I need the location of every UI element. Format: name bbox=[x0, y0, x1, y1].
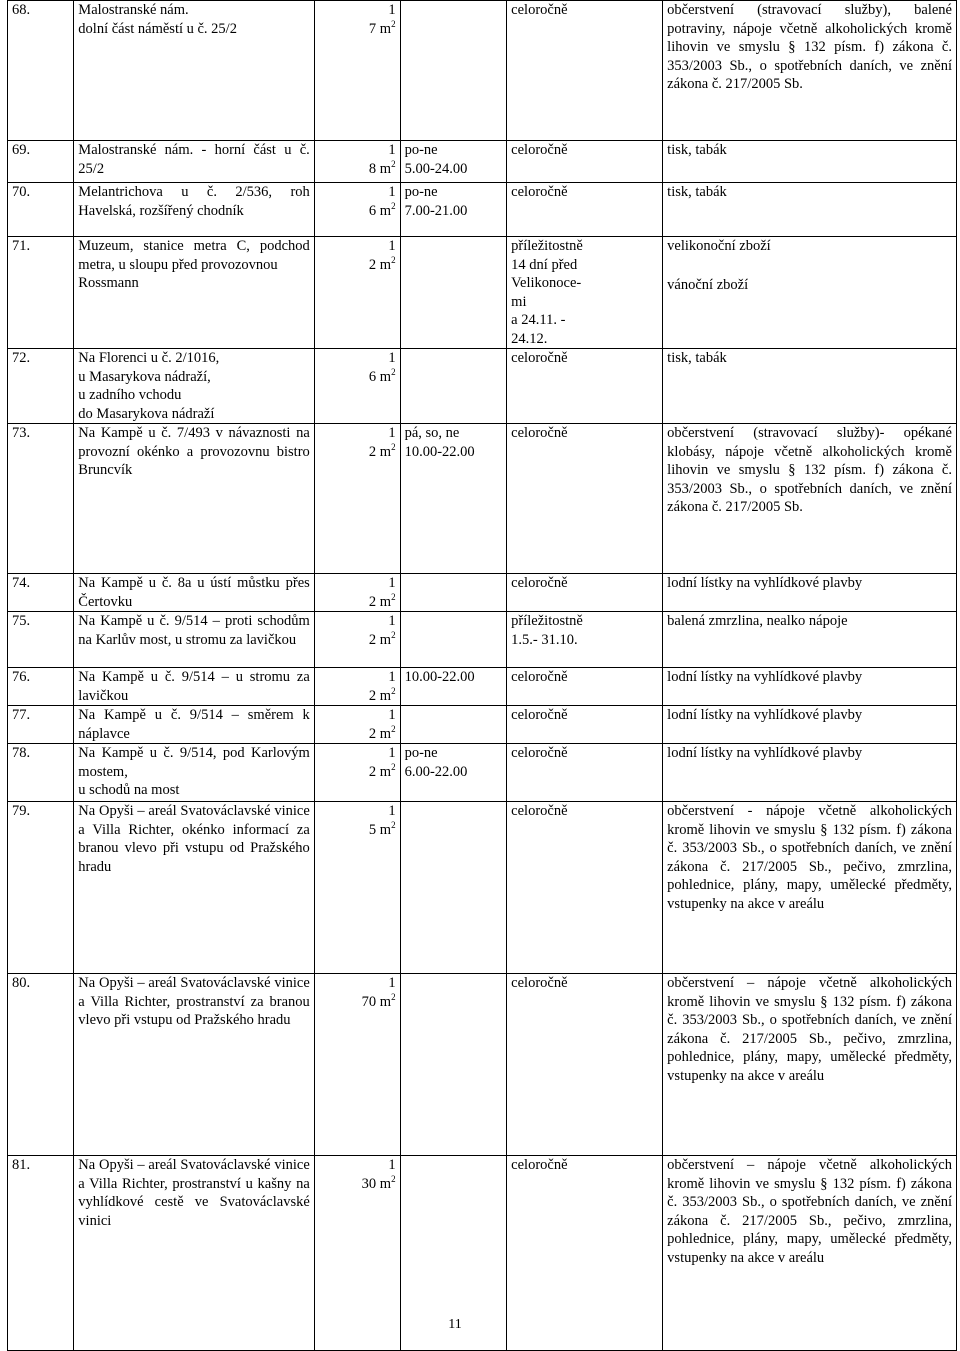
size-cell bbox=[314, 802, 400, 974]
register-table bbox=[7, 0, 957, 1351]
goods-cell bbox=[663, 141, 957, 183]
size-cell bbox=[314, 141, 400, 183]
location-cell: Na Kampě u č. 9/514 – směrem k náplavce bbox=[74, 706, 314, 744]
area-exponent: 2 bbox=[391, 441, 396, 452]
stall-count: 1 bbox=[388, 745, 396, 761]
row-number: 80. bbox=[8, 974, 74, 1156]
hours-cell: po-ne 7.00-21.00 bbox=[400, 183, 507, 237]
goods-text: občerstvení (stravovací služby)- opékané klobásy, nápoje včetně alkoholických kromě lihovin ve smyslu § 132 písm. f) zákona č. 353/2003 Sb., o spotřebních daních, ve znění zákona č. 217/2005 Sb. bbox=[667, 425, 952, 515]
table-row bbox=[8, 141, 957, 183]
location-cell: Na Opyši – areál Svatováclavské vinice a Villa Richter, prostranství u kašny na vyhlídkové cestě ve Svatováclavské vinici bbox=[74, 1156, 314, 1351]
hours-cell: 10.00-22.00 bbox=[400, 668, 507, 706]
area-exponent: 2 bbox=[391, 685, 396, 696]
goods-cell bbox=[663, 744, 957, 802]
hours-cell: po-ne 6.00-22.00 bbox=[400, 744, 507, 802]
period-cell: celoročně bbox=[507, 974, 663, 1156]
row-number: 75. bbox=[8, 612, 74, 668]
table-row bbox=[8, 183, 957, 237]
location-cell: Na Florenci u č. 2/1016, u Masarykova nádraží, u zadního vchodu do Masarykova nádraží bbox=[74, 349, 314, 424]
goods-text: lodní lístky na vyhlídkové plavby bbox=[667, 669, 863, 685]
row-number: 69. bbox=[8, 141, 74, 183]
hours-cell: po-ne 5.00-24.00 bbox=[400, 141, 507, 183]
row-number: 73. bbox=[8, 424, 74, 574]
hours-cell: pá, so, ne 10.00-22.00 bbox=[400, 424, 507, 574]
area-exponent: 2 bbox=[391, 366, 396, 377]
location-cell: Muzeum, stanice metra C, podchod metra, u sloupu před provozovnou Rossmann bbox=[74, 237, 314, 349]
goods-text: občerstvení – nápoje včetně alkoholických kromě lihovin ve smyslu § 132 písm. f) zákona č. 353/2003 Sb., o spotřebních daních, ve znění zákona č. 217/2005 Sb., pečivo, zmrzlina, pohlednice, plány, mapy, umělecké předměty, vstupenky na akce v areálu bbox=[667, 1157, 952, 1266]
goods-text: lodní lístky na vyhlídkové plavby bbox=[667, 707, 863, 723]
stall-count: 1 bbox=[388, 575, 396, 591]
table-row bbox=[8, 424, 957, 574]
table-row bbox=[8, 1, 957, 141]
row-number: 81. bbox=[8, 1156, 74, 1351]
stall-area: 5 $m^2$ bbox=[368, 819, 396, 838]
table-row bbox=[8, 574, 957, 612]
row-number: 78. bbox=[8, 744, 74, 802]
area-exponent: 2 bbox=[391, 761, 396, 772]
size-cell bbox=[314, 706, 400, 744]
period-cell: celoročně bbox=[507, 668, 663, 706]
row-number: 70. bbox=[8, 183, 74, 237]
period-cell: celoročně bbox=[507, 349, 663, 424]
stall-area: 2 $m^2$ bbox=[368, 629, 396, 648]
size-cell bbox=[314, 424, 400, 574]
stall-area: 2 $m^2$ bbox=[368, 723, 396, 742]
goods-cell bbox=[663, 424, 957, 574]
period-cell: celoročně bbox=[507, 574, 663, 612]
stall-count: 1 bbox=[388, 350, 396, 366]
size-cell bbox=[314, 574, 400, 612]
period-cell: celoročně bbox=[507, 424, 663, 574]
size-cell bbox=[314, 668, 400, 706]
row-number: 76. bbox=[8, 668, 74, 706]
period-cell: celoročně bbox=[507, 802, 663, 974]
area-exponent: 2 bbox=[391, 629, 396, 640]
table-row bbox=[8, 706, 957, 744]
location-cell: Na Opyši – areál Svatováclavské vinice a Villa Richter, prostranství za branou vlevo při vstupu od Pražského hradu bbox=[74, 974, 314, 1156]
period-cell: příležitostně 1.5.- 31.10. bbox=[507, 612, 663, 668]
area-exponent: 2 bbox=[391, 1173, 396, 1184]
stall-area: 70 $m^2$ bbox=[361, 991, 396, 1010]
size-cell bbox=[314, 612, 400, 668]
location-cell: Na Kampě u č. 7/493 v návaznosti na provozní okénko a provozovnu bistro Bruncvík bbox=[74, 424, 314, 574]
stall-area: 8 $m^2$ bbox=[368, 158, 396, 177]
row-number: 77. bbox=[8, 706, 74, 744]
goods-text: balená zmrzlina, nealko nápoje bbox=[667, 613, 848, 629]
goods-text: tisk, tabák bbox=[667, 142, 727, 158]
location-cell: Na Opyši – areál Svatováclavské vinice a Villa Richter, okénko informací za branou vlevo při vstupu od Pražského hradu bbox=[74, 802, 314, 974]
goods-text: občerstvení - nápoje včetně alkoholických kromě lihovin ve smyslu § 132 písm. f) zákona č. 353/2003 Sb., o spotřebních daních, ve znění zákona č. 217/2005 Sb., pečivo, zmrzlina, pohlednice, plány, mapy, umělecké předměty, vstupenky na akce v areálu bbox=[667, 803, 952, 912]
goods-text: lodní lístky na vyhlídkové plavby bbox=[667, 745, 863, 761]
hours-cell bbox=[400, 802, 507, 974]
area-exponent: 2 bbox=[391, 591, 396, 602]
stall-count: 1 bbox=[388, 184, 396, 200]
area-exponent: 2 bbox=[391, 158, 396, 169]
stall-count: 1 bbox=[388, 238, 396, 254]
table-row bbox=[8, 349, 957, 424]
stall-area: 2 $m^2$ bbox=[368, 591, 396, 610]
row-number: 71. bbox=[8, 237, 74, 349]
hours-cell bbox=[400, 349, 507, 424]
stall-count: 1 bbox=[388, 707, 396, 723]
goods-cell bbox=[663, 183, 957, 237]
table-row bbox=[8, 802, 957, 974]
row-number: 79. bbox=[8, 802, 74, 974]
size-cell bbox=[314, 183, 400, 237]
stall-area: 2 $m^2$ bbox=[368, 685, 396, 704]
hours-cell bbox=[400, 974, 507, 1156]
stall-area: 30 $m^2$ bbox=[361, 1173, 396, 1192]
stall-count: 1 bbox=[388, 613, 396, 629]
table-row bbox=[8, 974, 957, 1156]
hours-cell bbox=[400, 237, 507, 349]
location-cell: Na Kampě u č. 9/514 – u stromu za lavičkou bbox=[74, 668, 314, 706]
table-row bbox=[8, 612, 957, 668]
period-cell: celoročně bbox=[507, 183, 663, 237]
hours-cell bbox=[400, 574, 507, 612]
area-exponent: 2 bbox=[391, 819, 396, 830]
goods-text: tisk, tabák bbox=[667, 184, 727, 200]
size-cell bbox=[314, 1, 400, 141]
goods-text-secondary: vánoční zboží bbox=[667, 276, 749, 293]
location-cell: Melantrichova u č. 2/536, roh Havelská, rozšířený chodník bbox=[74, 183, 314, 237]
area-exponent: 2 bbox=[391, 991, 396, 1002]
goods-cell bbox=[663, 706, 957, 744]
stall-area: 6 $m^2$ bbox=[368, 200, 396, 219]
period-cell: celoročně bbox=[507, 1, 663, 141]
location-cell: Na Kampě u č. 9/514, pod Karlovým mostem, u schodů na most bbox=[74, 744, 314, 802]
period-cell: celoročně bbox=[507, 1156, 663, 1351]
goods-text: velikonoční zboží bbox=[667, 238, 771, 254]
size-cell bbox=[314, 744, 400, 802]
register-table-body bbox=[8, 1, 957, 1351]
goods-text: tisk, tabák bbox=[667, 350, 727, 366]
location-cell: Na Kampě u č. 9/514 – proti schodům na Karlův most, u stromu za lavičkou bbox=[74, 612, 314, 668]
stall-area: 2 $m^2$ bbox=[368, 441, 396, 460]
location-cell: Na Kampě u č. 8a u ústí můstku přes Čertovku bbox=[74, 574, 314, 612]
row-number: 74. bbox=[8, 574, 74, 612]
area-exponent: 2 bbox=[391, 723, 396, 734]
period-cell: celoročně bbox=[507, 706, 663, 744]
period-cell: celoročně bbox=[507, 141, 663, 183]
stall-area: 6 $m^2$ bbox=[368, 366, 396, 385]
stall-count: 1 bbox=[388, 425, 396, 441]
goods-cell bbox=[663, 612, 957, 668]
goods-cell bbox=[663, 974, 957, 1156]
area-exponent: 2 bbox=[391, 200, 396, 211]
hours-cell bbox=[400, 1, 507, 141]
hours-cell bbox=[400, 612, 507, 668]
location-cell: Malostranské nám. - horní část u č. 25/2 bbox=[74, 141, 314, 183]
size-cell bbox=[314, 237, 400, 349]
goods-cell bbox=[663, 349, 957, 424]
goods-cell bbox=[663, 668, 957, 706]
stall-count: 1 bbox=[388, 2, 396, 18]
goods-text: občerstvení – nápoje včetně alkoholických kromě lihovin ve smyslu § 132 písm. f) zákona č. 353/2003 Sb., o spotřebních daních, ve znění zákona č. 217/2005 Sb., pečivo, zmrzlina, pohlednice, plány, mapy, umělecké předměty, vstupenky na akce v areálu bbox=[667, 975, 952, 1084]
size-cell bbox=[314, 349, 400, 424]
stall-count: 1 bbox=[388, 1157, 396, 1173]
page-number: 11 bbox=[448, 1317, 462, 1332]
stall-count: 1 bbox=[388, 975, 396, 991]
stall-area: 7 $m^2$ bbox=[368, 18, 396, 37]
location-cell: Malostranské nám. dolní část náměstí u č. 25/2 bbox=[74, 1, 314, 141]
table-row bbox=[8, 237, 957, 349]
goods-text: občerstvení (stravovací služby), balené potraviny, nápoje včetně alkoholických kromě lihovin ve smyslu § 132 písm. f) zákona č. 353/2003 Sb., o spotřebních daních, ve znění zákona č. 217/2005 Sb. bbox=[667, 2, 952, 92]
goods-cell bbox=[663, 1, 957, 141]
period-cell: celoročně bbox=[507, 744, 663, 802]
hours-cell bbox=[400, 706, 507, 744]
table-row bbox=[8, 668, 957, 706]
stall-area: 2 $m^2$ bbox=[368, 761, 396, 780]
area-exponent: 2 bbox=[391, 254, 396, 265]
area-exponent: 2 bbox=[391, 18, 396, 29]
stall-area: 2 $m^2$ bbox=[368, 254, 396, 273]
goods-cell bbox=[663, 802, 957, 974]
row-number: 72. bbox=[8, 349, 74, 424]
goods-cell bbox=[663, 237, 957, 349]
table-row bbox=[8, 744, 957, 802]
goods-text: lodní lístky na vyhlídkové plavby bbox=[667, 575, 863, 591]
row-number: 68. bbox=[8, 1, 74, 141]
goods-cell bbox=[663, 574, 957, 612]
stall-count: 1 bbox=[388, 803, 396, 819]
size-cell bbox=[314, 974, 400, 1156]
stall-count: 1 bbox=[388, 142, 396, 158]
period-cell: příležitostně 14 dní před Velikonoce- mi a 24.11. - 24.12. bbox=[507, 237, 663, 349]
stall-count: 1 bbox=[388, 669, 396, 685]
